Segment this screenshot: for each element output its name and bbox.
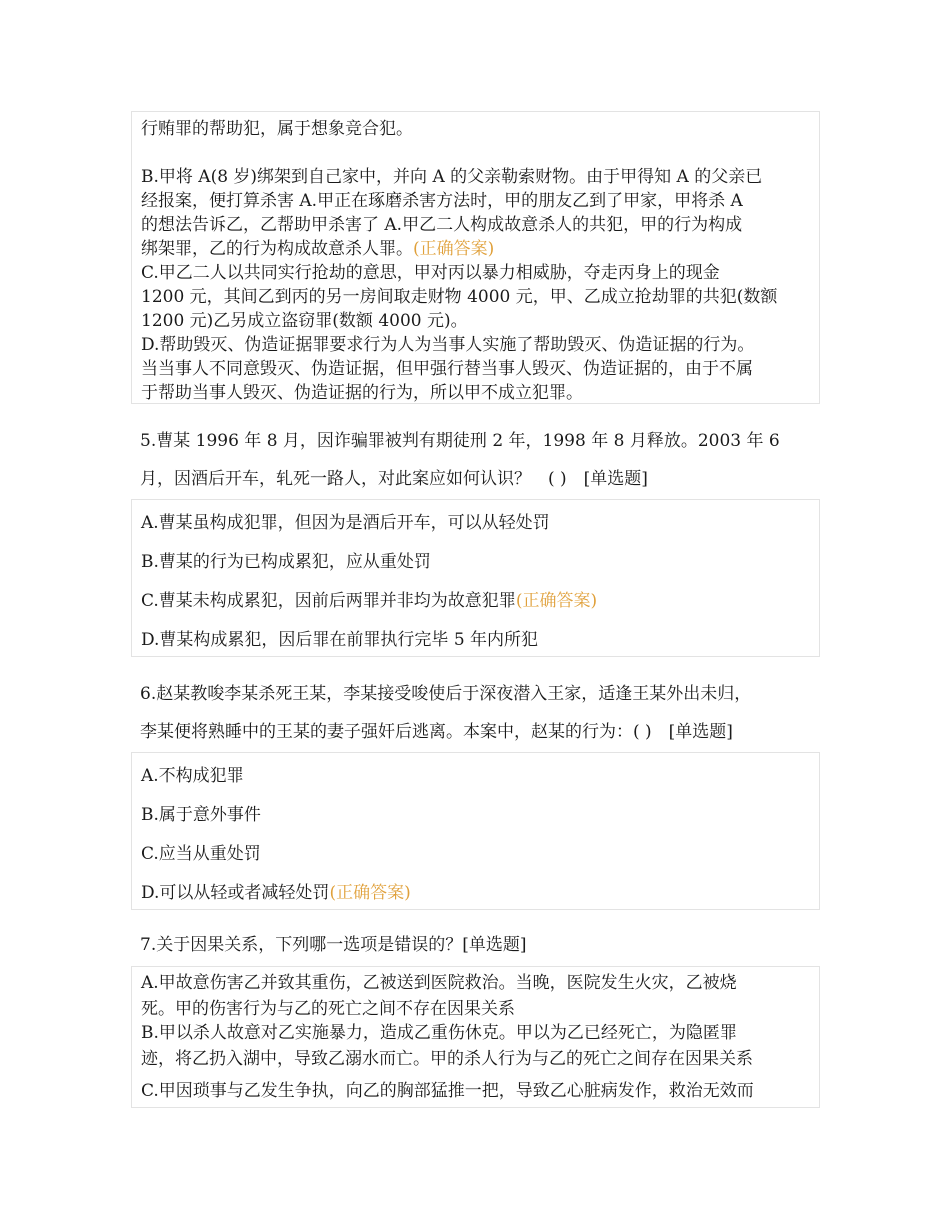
- option-b[interactable]: B.曹某的行为已构成累犯，应从重处罚: [141, 552, 431, 572]
- question-4-options-box: [131, 111, 820, 404]
- option-d-line: 当当事人不同意毁灭、伪造证据，但甲强行替当事人毁灭、伪造证据的，由于不属: [141, 359, 753, 379]
- option-b-line: 经报案，便打算杀害 A.甲正在琢磨杀害方法时，甲的朋友乙到了甲家，甲将杀 A: [141, 191, 743, 211]
- question-6-stem: 李某便将熟睡中的王某的妻子强奸后逃离。本案中，赵某的行为：( ) [单选题]: [140, 722, 733, 742]
- option-c-text: C.曹某未构成累犯，因前后两罪并非均为故意犯罪: [141, 591, 516, 611]
- option-c[interactable]: C.应当从重处罚: [141, 844, 261, 864]
- option-a[interactable]: A.不构成犯罪: [141, 766, 244, 786]
- option-d[interactable]: [141, 878, 411, 903]
- question-5-stem: 5.曹某 1996 年 8 月，因诈骗罪被判有期徒刑 2 年，1998 年 8 月释放。2003 年 6: [140, 431, 780, 451]
- option-c[interactable]: [141, 586, 597, 611]
- question-7-options-box: [131, 966, 820, 1108]
- option-a-continuation: 行贿罪的帮助犯，属于想象竞合犯。: [141, 119, 413, 139]
- question-6-stem: 6.赵某教唆李某杀死王某，李某接受唆使后于深夜潜入王家，适逢王某外出未归，: [140, 684, 752, 704]
- option-a[interactable]: A.曹某虽构成犯罪，但因为是酒后开车，可以从轻处罚: [141, 513, 550, 533]
- option-c-line[interactable]: C.甲因琐事与乙发生争执，向乙的胸部猛推一把，导致乙心脏病发作，救治无效而: [141, 1081, 754, 1101]
- option-b-line: B.甲将 A(8 岁)绑架到自己家中，并向 A 的父亲勒索财物。由于甲得知 A 的父亲已: [141, 167, 763, 187]
- option-d-line: 于帮助当事人毁灭、伪造证据的行为，所以甲不成立犯罪。: [141, 383, 583, 403]
- option-b-line[interactable]: 迹，将乙扔入湖中，导致乙溺水而亡。甲的杀人行为与乙的死亡之间存在因果关系: [141, 1049, 753, 1069]
- option-d-text: D.可以从轻或者减轻处罚: [141, 883, 330, 903]
- option-c-line: 1200 元，其间乙到丙的另一房间取走财物 4000 元，甲、乙成立抢劫罪的共犯(数额: [141, 287, 778, 307]
- correct-answer-tag: (正确答案): [515, 591, 598, 611]
- correct-answer-tag: (正确答案): [329, 883, 411, 903]
- question-5-stem: 月，因酒后开车，轧死一路人，对此案应如何认识？ ( ) [单选题]: [140, 469, 648, 489]
- option-a-line[interactable]: A.甲故意伤害乙并致其重伤，乙被送到医院救治。当晚，医院发生火灾，乙被烧: [141, 973, 737, 993]
- option-b[interactable]: B.属于意外事件: [141, 805, 261, 825]
- option-b-text: 绑架罪，乙的行为构成故意杀人罪。: [141, 239, 413, 259]
- correct-answer-tag: (正确答案): [413, 239, 495, 259]
- option-b-line: 的想法告诉乙，乙帮助甲杀害了 A.甲乙二人构成故意杀人的共犯，甲的行为构成: [141, 215, 743, 235]
- option-c-line: 1200 元)乙另成立盗窃罪(数额 4000 元)。: [141, 311, 468, 331]
- option-d[interactable]: D.曹某构成累犯，因后罪在前罪执行完毕 5 年内所犯: [141, 630, 539, 650]
- option-c-line: C.甲乙二人以共同实行抢劫的意思，甲对丙以暴力相威胁，夺走丙身上的现金: [141, 263, 720, 283]
- question-6-options-box: [131, 752, 820, 910]
- option-b-line[interactable]: B.甲以杀人故意对乙实施暴力，造成乙重伤休克。甲以为乙已经死亡，为隐匿罪: [141, 1023, 737, 1043]
- question-7-stem: 7.关于因果关系，下列哪一选项是错误的？[单选题]: [140, 935, 527, 955]
- option-b-line: [141, 234, 494, 259]
- option-a-line[interactable]: 死。甲的伤害行为与乙的死亡之间不存在因果关系: [141, 999, 515, 1019]
- question-5-options-box: [131, 499, 820, 657]
- option-d-line: D.帮助毁灭、伪造证据罪要求行为人为当事人实施了帮助毁灭、伪造证据的行为。: [141, 335, 755, 355]
